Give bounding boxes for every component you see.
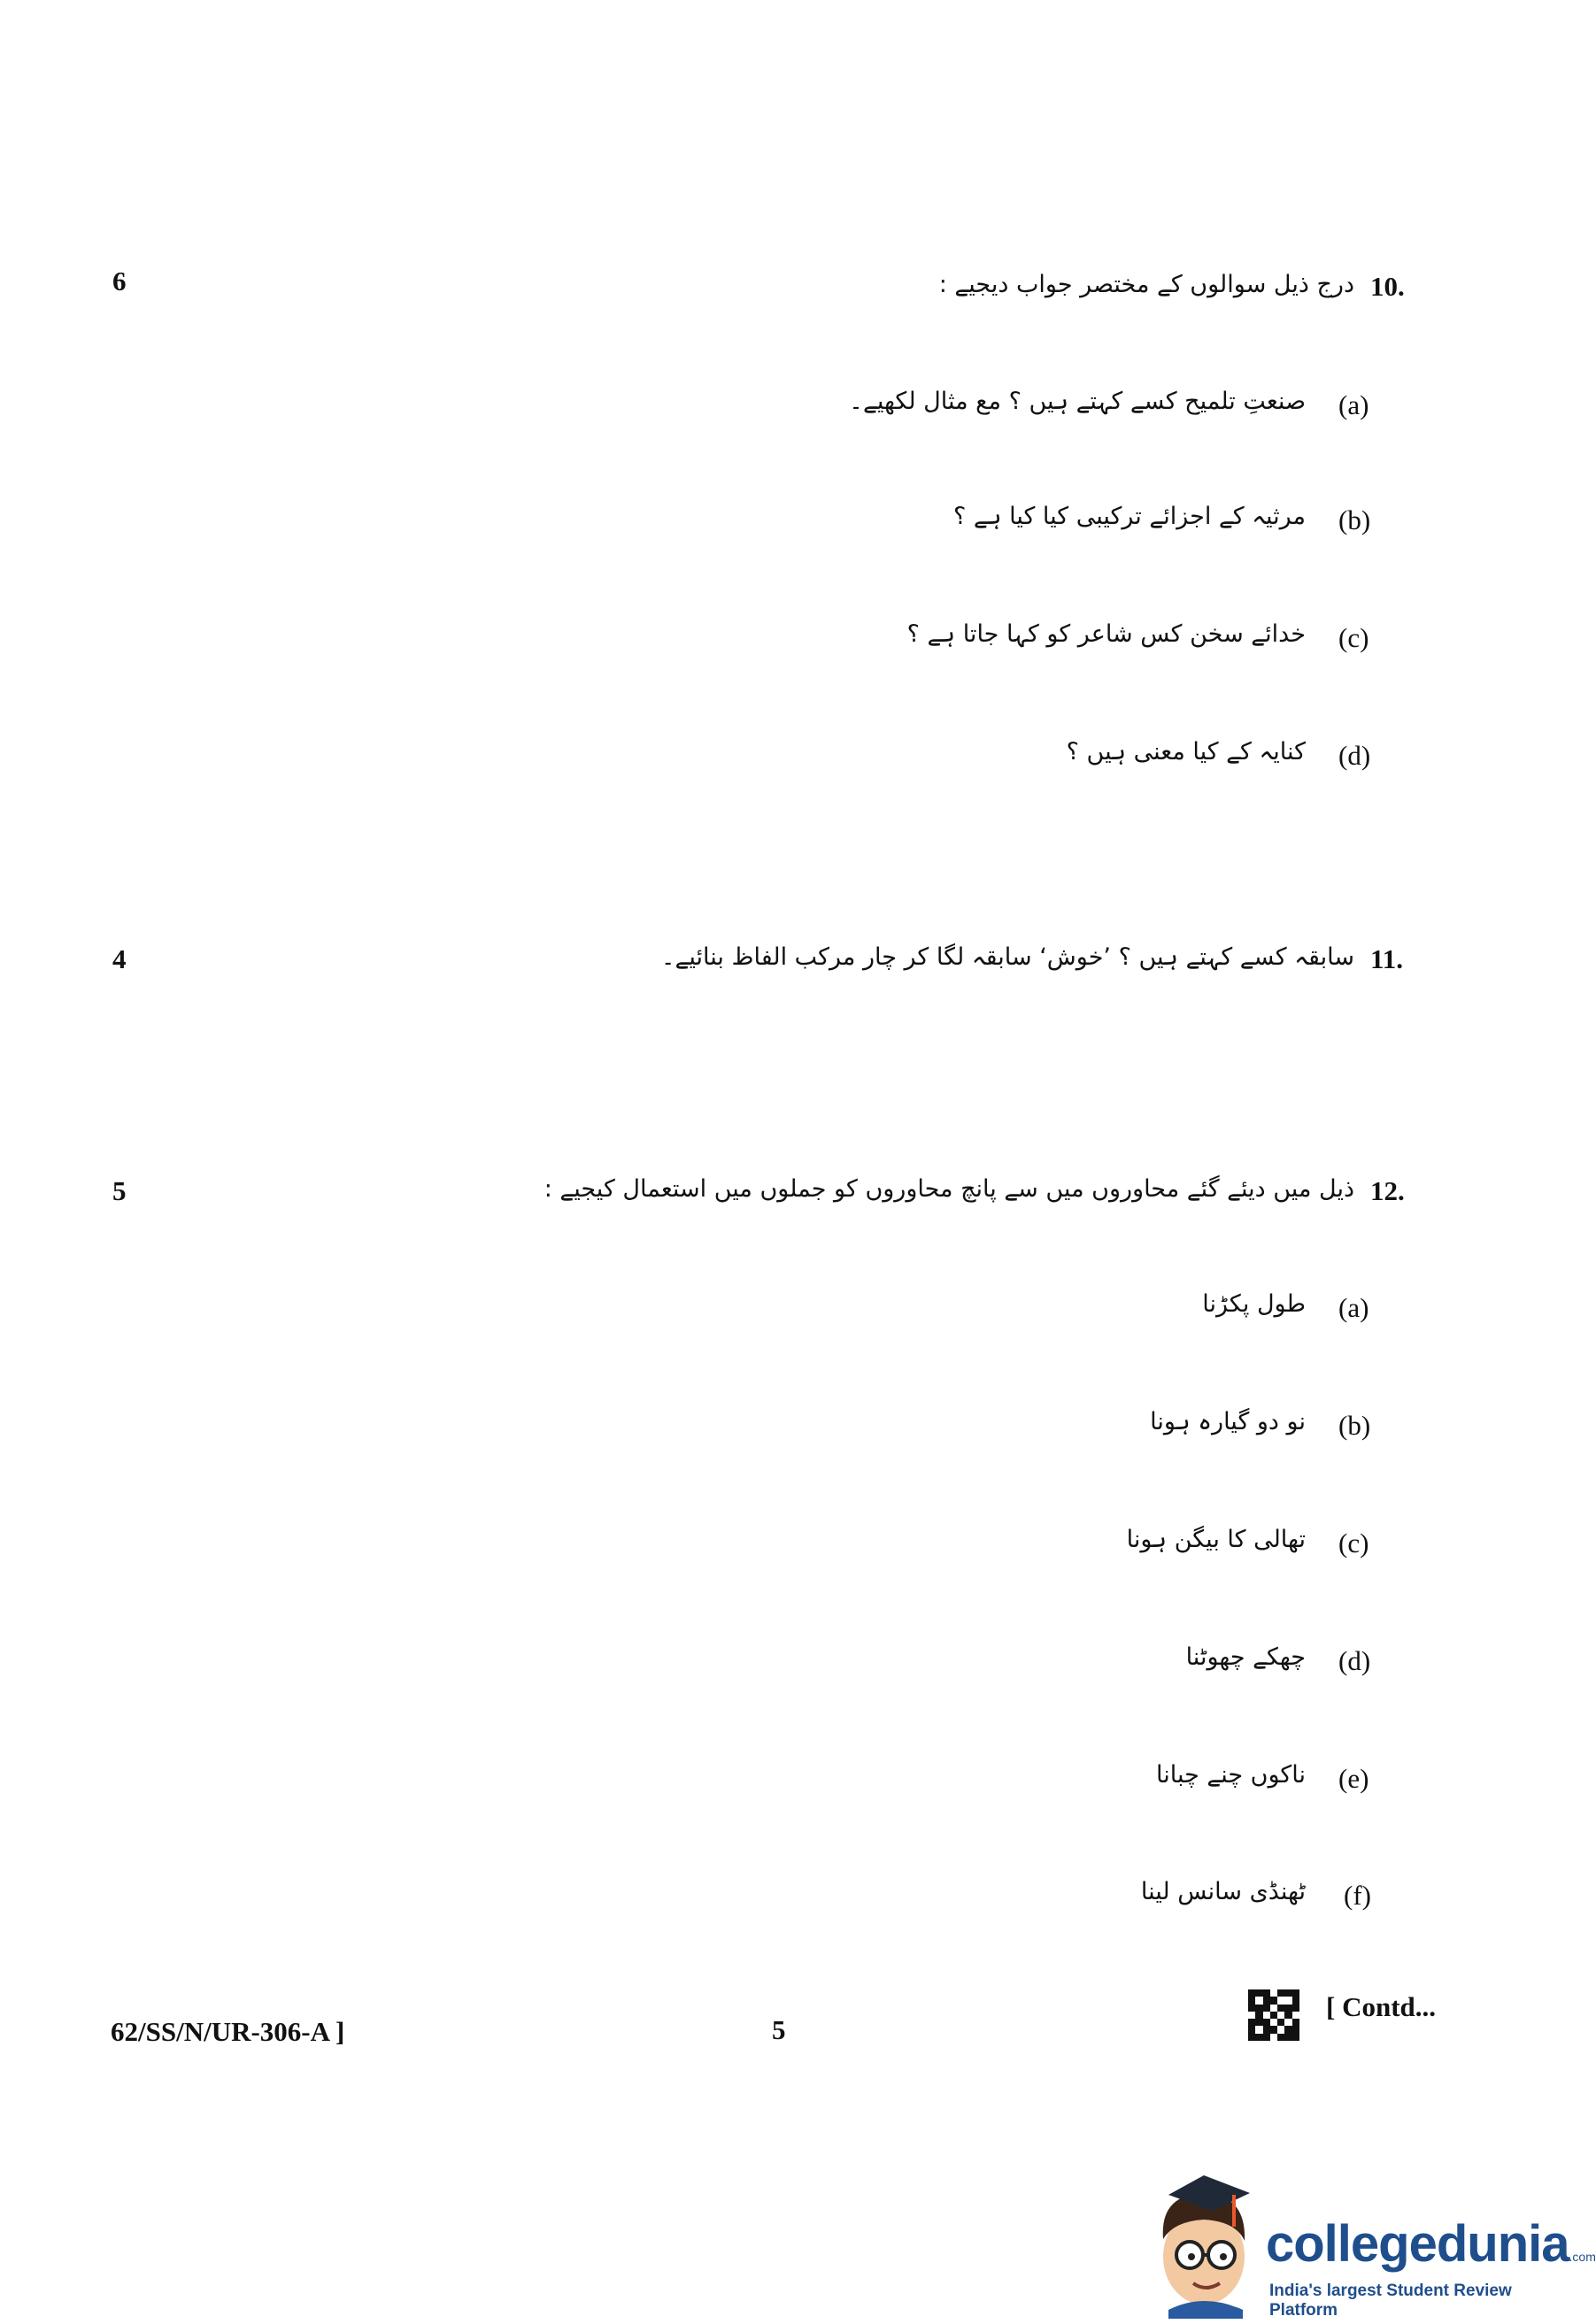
q10-text: درج ذیل سوالوں کے مختصر جواب دیجیے : xyxy=(938,271,1354,298)
contd-label: [ Contd... xyxy=(1326,1991,1437,2022)
brand-name: collegedunia.com xyxy=(1266,2215,1596,2273)
brand-tagline: India's largest Student Review Platform xyxy=(1269,2282,1512,2320)
q12-part-f-label: (f) xyxy=(1344,1880,1371,1911)
q12-part-b-text: نو دو گیارہ ہونا xyxy=(1150,1408,1306,1435)
q12-text: ذیل میں دیئے گئے محاوروں میں سے پانچ محاوروں کو جملوں میں استعمال کیجیے : xyxy=(544,1175,1354,1203)
q12-number: 12. xyxy=(1370,1175,1405,1206)
q12-part-e-label: (e) xyxy=(1338,1763,1369,1794)
q10-part-b-label: (b) xyxy=(1338,504,1371,535)
q10-part-b-text: مرثیہ کے اجزائے ترکیبی کیا کیا ہے ؟ xyxy=(952,503,1306,530)
q12-part-a-label: (a) xyxy=(1338,1292,1369,1323)
q11-marks: 4 xyxy=(112,943,127,974)
q12-marks: 5 xyxy=(112,1175,127,1206)
q12-part-d-text: چھکے چھوٹنا xyxy=(1185,1643,1306,1671)
q12-part-d-label: (d) xyxy=(1338,1645,1371,1676)
q12-part-c-label: (c) xyxy=(1338,1528,1369,1558)
q10-part-a-label: (a) xyxy=(1338,389,1369,420)
q10-number: 10. xyxy=(1370,271,1405,302)
qr-code-icon xyxy=(1248,1989,1299,2041)
q12-part-a-text: طول پکڑنا xyxy=(1202,1290,1306,1318)
q10-part-d-label: (d) xyxy=(1338,740,1371,771)
q10-part-d-text: کنایہ کے کیا معنی ہیں ؟ xyxy=(1066,738,1306,766)
q10-part-a-text: صنعتِ تلمیح کسے کہتے ہیں ؟ مع مثال لکھیے۔ xyxy=(849,388,1306,415)
page-number: 5 xyxy=(772,2014,786,2045)
q12-part-b-label: (b) xyxy=(1338,1410,1371,1441)
q10-part-c-label: (c) xyxy=(1338,622,1369,653)
q10-marks: 6 xyxy=(112,265,127,296)
paper-code: 62/SS/N/UR-306-A ] xyxy=(111,2016,345,2047)
q11-text: سابقہ کسے کہتے ہیں ؟ ’خوش‘ سابقہ لگا کر چار مرکب الفاظ بنائیے۔ xyxy=(660,943,1354,971)
student-mascot-icon xyxy=(1151,2159,1266,2319)
q10-part-c-text: خدائے سخن کس شاعر کو کہا جاتا ہے ؟ xyxy=(906,620,1306,648)
brand-suffix: .com xyxy=(1569,2250,1596,2264)
q12-part-e-text: ناکوں چنے چبانا xyxy=(1155,1761,1306,1789)
q12-part-c-text: تھالی کا بیگن ہونا xyxy=(1126,1526,1306,1553)
q11-number: 11. xyxy=(1370,943,1404,974)
q12-part-f-text: ٹھنڈی سانس لینا xyxy=(1140,1878,1306,1905)
collegedunia-logo xyxy=(1151,2159,1596,2320)
